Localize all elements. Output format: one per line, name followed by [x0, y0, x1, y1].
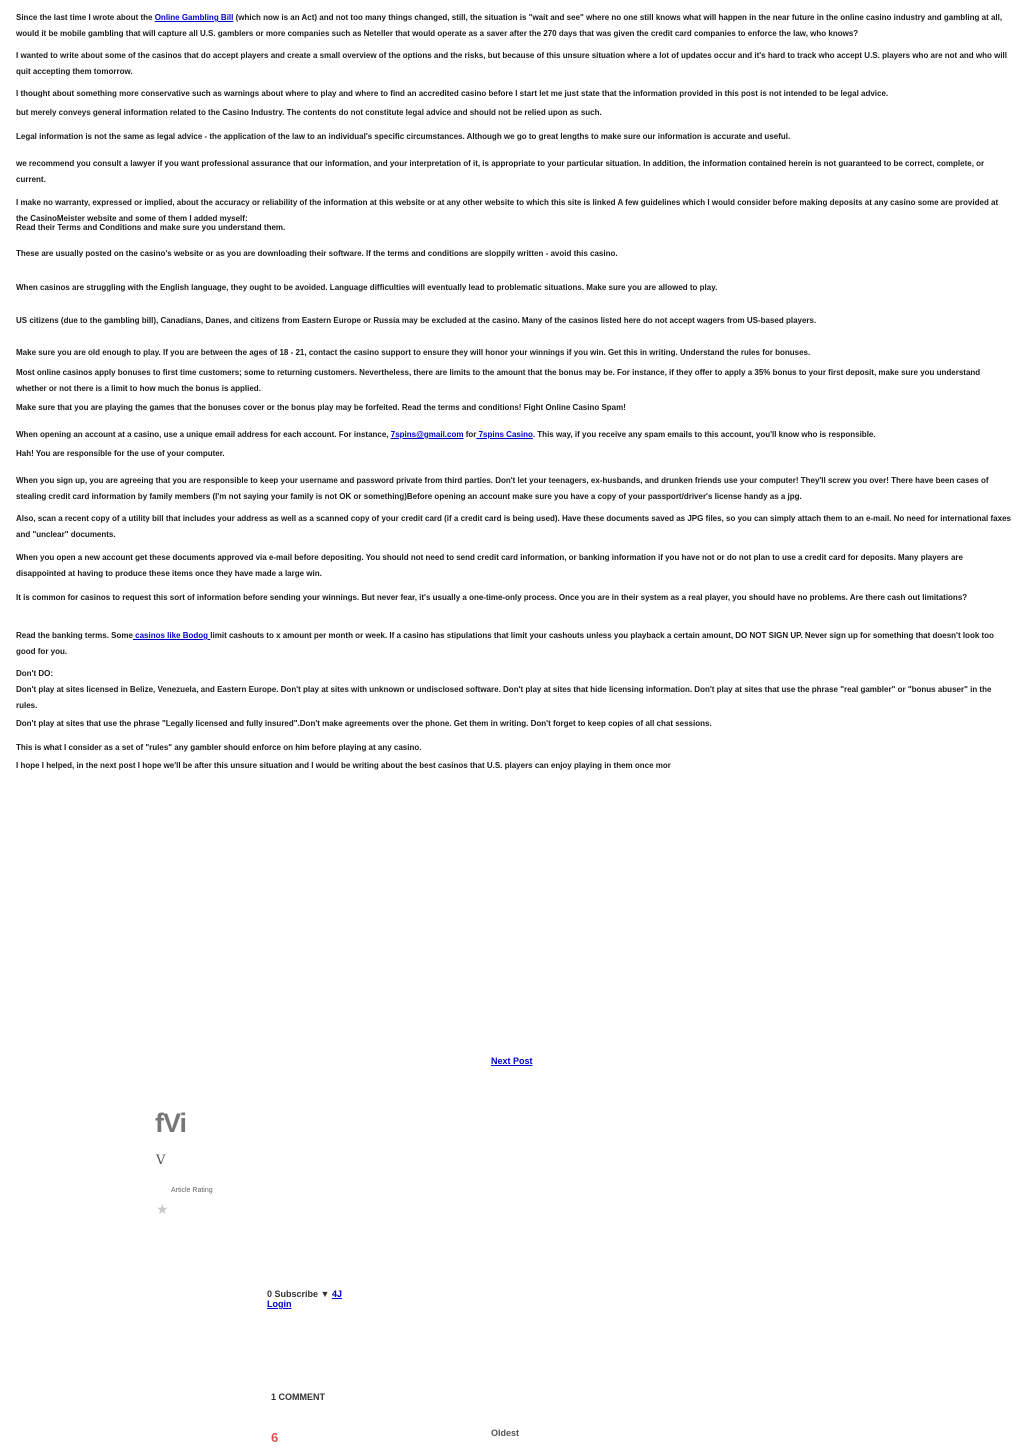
- p1-text-b: (which now is an Act) and not too many things changed, still, the situation is "wait and see" where no one still knows what will happen in the near future in the online casino industry and gambling at all, would it be mobile gambling that will capture all U.S. gamblers or more companies such as Neteller that would operate as a saver after the 270 days that was given the credit card companies to enforce the law, who knows?: [16, 13, 1003, 38]
- paragraph-1: [16, 10, 1012, 41]
- comment-count: 1 COMMENT: [271, 1392, 325, 1402]
- p20-text-b: limit cashouts to x amount per month or week. If a casino has stipulations that limit your cashouts unless you playback a certain amount, DO NOT SIGN UP. Never sign up for something that doesn't look too good for you.: [16, 631, 994, 656]
- paragraph-13: Make sure that you are playing the games that the bonuses cover or the bonus play may be forfeited. Read the terms and conditions! Fight Online Casino Spam!: [16, 403, 626, 412]
- sort-oldest-button[interactable]: Oldest: [491, 1428, 520, 1438]
- email-link[interactable]: 7spins@gmail.com: [390, 430, 464, 439]
- paragraph-22: Don't play at sites that use the phrase "Legally licensed and fully insured".Don't make agreements over the phone. Get them in writing. Don't forget to keep copies of all chat sessions.: [16, 719, 712, 728]
- paragraph-23: This is what I consider as a set of "rules" any gambler should enforce on him before playing at any casino.: [16, 743, 422, 752]
- star-icon[interactable]: ★: [156, 1201, 169, 1217]
- paragraph-12: Most online casinos apply bonuses to first time customers; some to returning customers. Nevertheless, there are limits to the amount that the bonus may be. For instance, if they offer to apply a 35% bonus to your first deposit, make sure you understand whether or not there is a limit to how much the bonus is applied.: [16, 368, 981, 393]
- paragraph-2: I wanted to write about some of the casinos that do accept players and create a small overview of the options and the risks, but because of this unsure situation where a lot of updates occur and it's hard to track who accept U.S. players who are not and who will quit accepting them tomorrow.: [16, 51, 1007, 76]
- p14-text-b: . This way, if you receive any spam emails to this account, you'll know who is responsible.: [532, 430, 876, 439]
- paragraph-11: Make sure you are old enough to play. If you are between the ages of 18 - 21, contact the casino support to ensure they will honor your winnings if you win. Get this in writing. Understand the rules for bonuses.: [16, 348, 811, 357]
- paragraph-21a: Don't DO:: [16, 669, 54, 678]
- subscribe-area: [267, 1289, 342, 1309]
- p14-text-a: When opening an account at a casino, use a unique email address for each account. For instance,: [16, 430, 391, 439]
- subscribe-link[interactable]: 4J: [331, 1289, 342, 1299]
- 7spins-casino-link[interactable]: 7spins Casino: [476, 430, 533, 439]
- paragraph-20: [16, 628, 1012, 659]
- paragraph-19: It is common for casinos to request this sort of information before sending your winnings. But never fear, it's usually a one-time-only process. Once you are in their system as a real player, you should have no problems. Are there cash out limitations?: [16, 593, 968, 602]
- paragraph-21b: Don't play at sites licensed in Belize, Venezuela, and Eastern Europe. Don't play at sites with unknown or undisclosed software. Don't play at sites that hide licensing information. Don't play at sites that use the phrase "real gambler" or "bonus abuser" in the rules.: [16, 685, 992, 710]
- comment-badge: 6: [271, 1430, 279, 1445]
- paragraph-10: US citizens (due to the gambling bill), Canadians, Danes, and citizens from Eastern Europe or Russia may be excluded at the casino. Many of the casinos listed here do not accept wagers from US-based players.: [16, 316, 817, 325]
- paragraph-15: Hah! You are responsible for the use of your computer.: [16, 449, 225, 458]
- paragraph-3: I thought about something more conservative such as warnings about where to play and where to find an accredited casino before I start let me just state that the information provided in this post is not intended to be legal advice.: [16, 89, 889, 98]
- paragraph-18: When you open a new account get these documents approved via e-mail before depositing. You should not need to send credit card information, or banking information if you have not or do not plan to use a credit card for deposits. Many players are disappointed at having to produce these items once they have made a large win.: [16, 553, 963, 578]
- p1-text-a: Since the last time I wrote about the: [16, 13, 155, 22]
- v-icon: V: [156, 1153, 166, 1168]
- paragraph-9: When casinos are struggling with the English language, they ought to be avoided. Language difficulties will eventually lead to problematic situations. Make sure you are allowed to play.: [16, 283, 718, 292]
- subscribe-button[interactable]: 0 Subscribe ▼: [267, 1289, 332, 1299]
- article-rating-label: Article Rating: [171, 1187, 213, 1194]
- paragraph-17: Also, scan a recent copy of a utility bill that includes your address as well as a scanned copy of your credit card (if a credit card is being used). Have these documents saved as JPG files, so you can simply attach them to an e-mail. No need for international faxes and "unclear" documents.: [16, 514, 1011, 539]
- site-logo: fVi: [155, 1108, 187, 1138]
- paragraph-7b: Read their Terms and Conditions and make sure you understand them.: [16, 223, 286, 232]
- paragraph-8: These are usually posted on the casino's website or as you are downloading their software. If the terms and conditions are sloppily written - avoid this casino.: [16, 249, 618, 258]
- paragraph-7a: I make no warranty, expressed or implied, about the accuracy or reliability of the information at this website or at any other website to which this site is linked A few guidelines which I would consider before making deposits at any casino some are provided at the CasinoMeister website and some of them I added myself:: [16, 198, 999, 223]
- paragraph-14: [16, 427, 876, 443]
- paragraph-6: we recommend you consult a lawyer if you want professional assurance that our information, and your interpretation of it, is appropriate to your particular situation. In addition, the information contained herein is not guaranteed to be correct, complete, or current.: [16, 159, 985, 184]
- paragraph-5: Legal information is not the same as legal advice - the application of the law to an individual's specific circumstances. Although we go to great lengths to make sure our information is accurate and useful.: [16, 132, 791, 141]
- paragraph-4: but merely conveys general information related to the Casino Industry. The contents do not constitute legal advice and should not be relied upon as such.: [16, 108, 602, 117]
- paragraph-16: When you sign up, you are agreeing that you are responsible to keep your username and password private from third parties. Don't let your teenagers, ex-husbands, and drunken friends use your computer! They'll screw you over! There have been cases of stealing credit card information by family members (I'm not saying your family is not OK or something)Before opening an account make sure you have a copy of your passport/driver's license handy as a jpg.: [16, 476, 989, 501]
- paragraph-24: I hope I helped, in the next post I hope we'll be after this unsure situation and I would be writing about the best casinos that U.S. players can enjoy playing in them once mor: [16, 761, 671, 770]
- p14-text-mid: for: [463, 430, 477, 439]
- next-post-link[interactable]: Next Post: [491, 1056, 533, 1066]
- login-link[interactable]: Login: [267, 1299, 292, 1309]
- p20-text-a: Read the banking terms. Some: [16, 631, 133, 640]
- online-gambling-bill-link[interactable]: Online Gambling Bill: [154, 13, 234, 22]
- casinos-like-bodog-link[interactable]: casinos like Bodog: [132, 631, 211, 640]
